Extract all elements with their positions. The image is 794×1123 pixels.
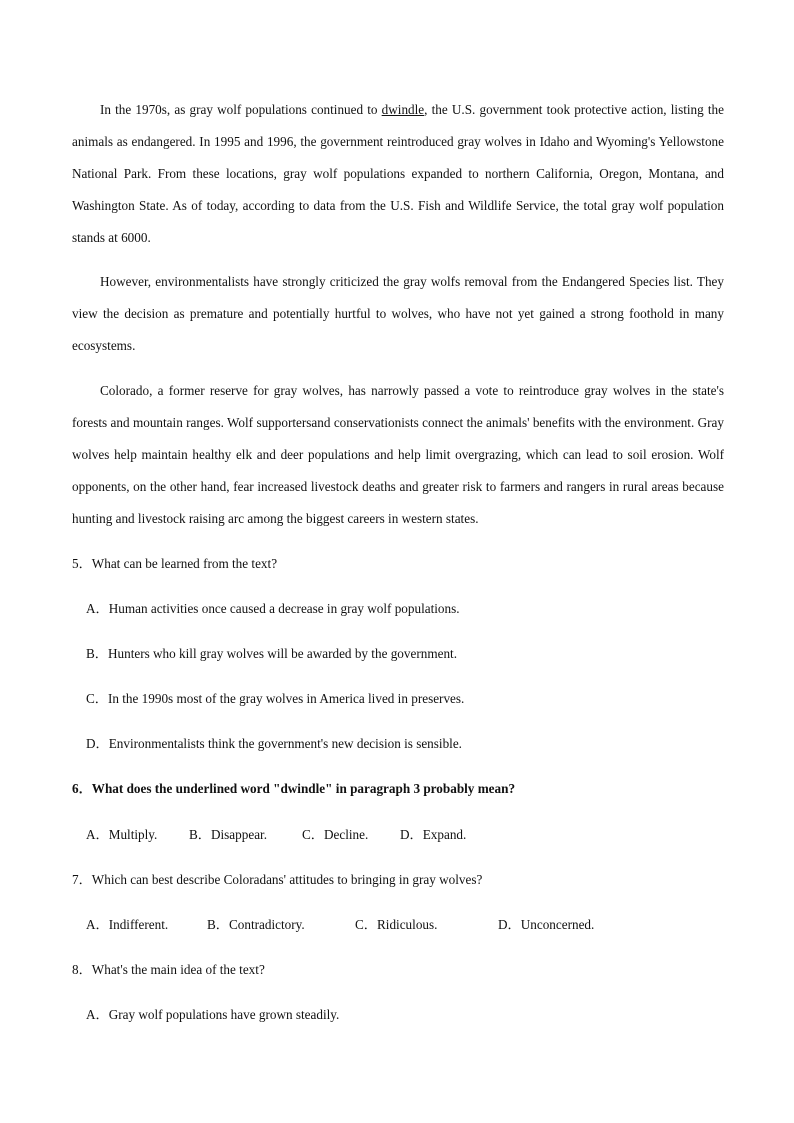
q8-option-a[interactable]: [86, 1005, 339, 1025]
option-letter: B．: [189, 827, 211, 842]
option-text: Contradictory.: [228, 917, 305, 932]
option-text: Decline.: [323, 827, 369, 842]
option-letter: D．: [86, 736, 109, 751]
option-letter: A．: [86, 917, 109, 932]
option-text: Indifferent.: [108, 917, 169, 932]
question-number: 6．: [72, 781, 92, 796]
passage-paragraph-2: However, environmentalists have strongly criticized the gray wolfs removal from the Endangered Species list. They view the decision as premature and potentially hurtful to wolves, who have not yet gained a strong foothold in many ecosystems.: [72, 274, 724, 353]
question-text: What's the main idea of the text?: [91, 962, 265, 977]
question-text: What does the underlined word "dwindle" in paragraph 3 probably mean?: [91, 781, 516, 796]
option-letter: A．: [86, 601, 109, 616]
question-text: Which can best describe Coloradans' attitudes to bringing in gray wolves?: [91, 872, 483, 887]
question-6: [72, 779, 515, 799]
option-letter: A．: [86, 1007, 109, 1022]
option-letter: D．: [498, 917, 521, 932]
passage-paragraph-1: [72, 94, 724, 254]
option-text: Disappear.: [210, 827, 268, 842]
option-letter: C．: [355, 917, 377, 932]
question-8: [72, 960, 265, 980]
question-number: 8．: [72, 962, 92, 977]
q6-option-d[interactable]: [400, 825, 466, 845]
option-text: In the 1990s most of the gray wolves in America lived in preserves.: [107, 691, 465, 706]
q7-option-a[interactable]: [86, 915, 168, 935]
question-number: 7．: [72, 872, 92, 887]
option-text: Ridiculous.: [376, 917, 438, 932]
option-text: Environmentalists think the government's new decision is sensible.: [108, 736, 462, 751]
option-letter: C．: [86, 691, 108, 706]
q7-option-c[interactable]: [355, 915, 437, 935]
p1-text-before: In the 1970s, as gray wolf populations continued to: [100, 102, 382, 117]
underlined-word-dwindle: dwindle: [381, 102, 425, 117]
q5-option-a[interactable]: [86, 599, 460, 619]
option-text: Gray wolf populations have grown steadily.: [108, 1007, 340, 1022]
p1-text-after: , the U.S. government took protective action, listing the animals as endangered. In 1995 and 1996, the government reintroduced gray wolves in Idaho and Wyoming's Yellowstone National Park. From these locations, gray wolf populations expanded to northern California, Oregon, Montana, and Washington State. As of today, according to data from the U.S. Fish and Wildlife Service, the total gray wolf population stands at 6000.: [72, 102, 724, 245]
option-text: Multiply.: [108, 827, 158, 842]
option-text: Hunters who kill gray wolves will be awarded by the government.: [107, 646, 458, 661]
option-letter: C．: [302, 827, 324, 842]
option-text: Unconcerned.: [520, 917, 595, 932]
option-letter: B．: [207, 917, 229, 932]
q6-option-a[interactable]: [86, 825, 157, 845]
q6-option-b[interactable]: [189, 825, 267, 845]
q7-option-d[interactable]: [498, 915, 594, 935]
passage-paragraph-3: Colorado, a former reserve for gray wolves, has narrowly passed a vote to reintroduce gray wolves in the state's forests and mountain ranges. Wolf supportersand conservationists connect the animals' benefits with the environment. Gray wolves help maintain healthy elk and deer populations and help limit overgrazing, which can lead to soil erosion. Wolf opponents, on the other hand, fear increased livestock deaths and greater risk to farmers and rangers in rural areas because hunting and livestock raising arc among the biggest careers in western states.: [72, 383, 724, 526]
question-7: [72, 870, 482, 890]
option-letter: B．: [86, 646, 108, 661]
q5-option-b[interactable]: [86, 644, 457, 664]
option-text: Human activities once caused a decrease in gray wolf populations.: [108, 601, 460, 616]
q6-option-c[interactable]: [302, 825, 368, 845]
q7-option-b[interactable]: [207, 915, 305, 935]
option-letter: A．: [86, 827, 109, 842]
question-5: [72, 554, 277, 574]
option-letter: D．: [400, 827, 423, 842]
q5-option-c[interactable]: [86, 689, 464, 709]
question-number: 5．: [72, 556, 92, 571]
q5-option-d[interactable]: [86, 734, 462, 754]
option-text: Expand.: [422, 827, 467, 842]
question-text: What can be learned from the text?: [91, 556, 278, 571]
